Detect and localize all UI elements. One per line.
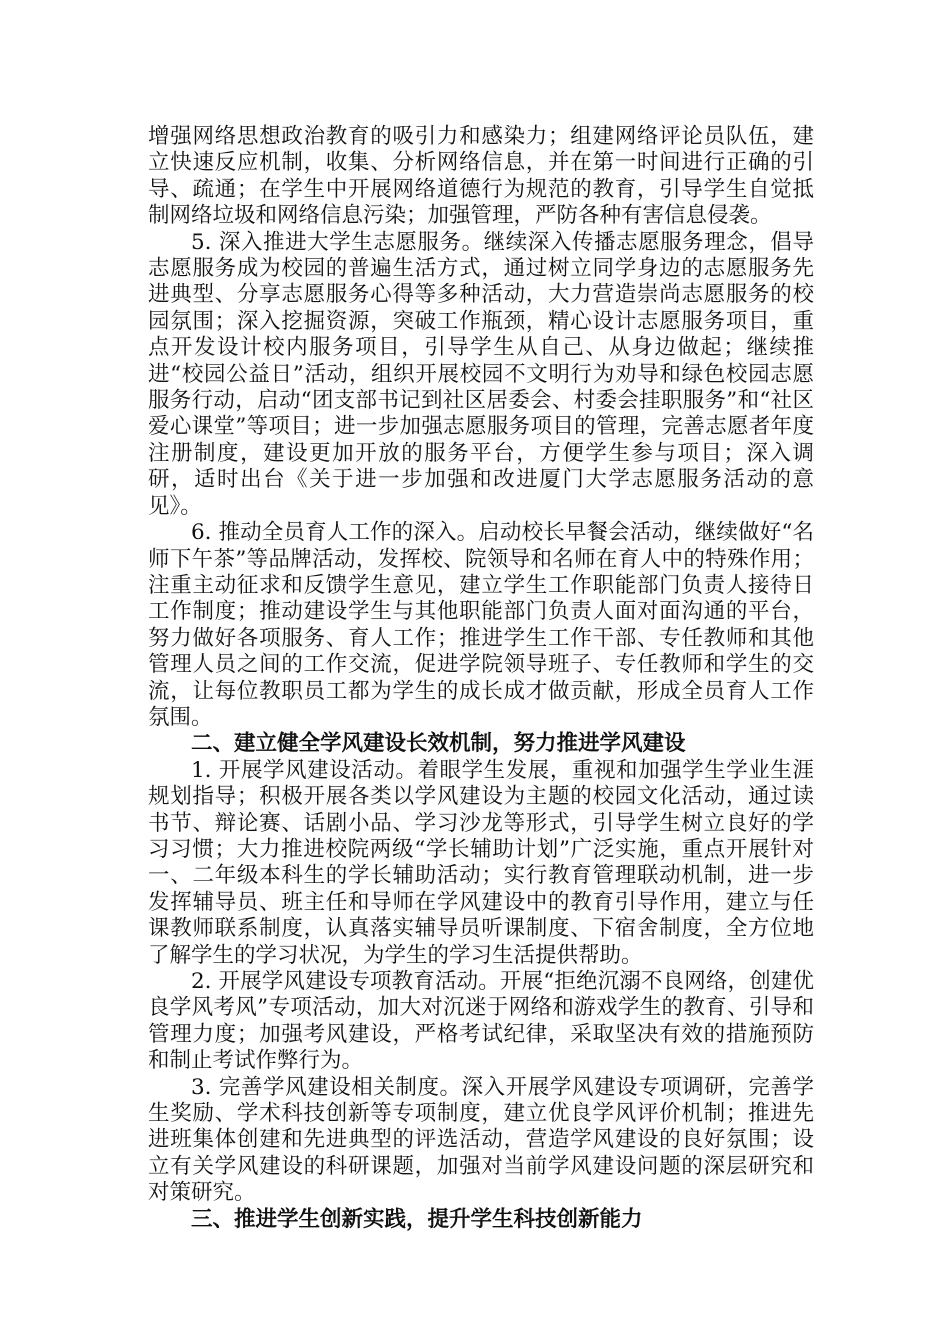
- paragraph-system-improvement: 3. 完善学风建设相关制度。深入开展学风建设专项调研，完善学生奖励、学术科技创新等专项制度，建立优良学风评价机制；推进先进班集体创建和先进典型的评选活动，营造学风建设的良好氛围；设立有关学风建设的科研课题，加强对当前学风建设问题的深层研究和对策研究。: [148, 1074, 814, 1206]
- paragraph-all-staff-education: 6. 推动全员育人工作的深入。启动校长早餐会活动，继续做好“名师下午茶”等品牌活动，发挥校、院领导和名师在育人中的特殊作用；注重主动征求和反馈学生意见，建立学生工作职能部门负责人接待日工作制度；推动建设学生与其他职能部门负责人面对面沟通的平台，努力做好各项服务、育人工作；推进学生工作干部、专任教师和其他管理人员之间的工作交流，促进学院领导班子、专任教师和学生的交流，让每位教职员工都为学生的成长成才做贡献，形成全员育人工作氛围。: [148, 520, 814, 730]
- section-heading-study-style: 二、建立健全学风建设长效机制，努力推进学风建设: [191, 731, 686, 757]
- paragraph-volunteer-service: 5. 深入推进大学生志愿服务。继续深入传播志愿服务理念，倡导志愿服务成为校园的普遍生活方式，通过树立同学身边的志愿服务先进典型、分享志愿服务心得等多种活动，大力营造崇尚志愿服务的校园氛围；深入挖掘资源，突破工作瓶颈，精心设计志愿服务项目，重点开发设计校内服务项目，引导学生从自己、从身边做起；继续推进“校园公益日”活动，组织开展校园不文明行为劝导和绿色校园志愿服务行动，启动“团支部书记到社区居委会、村委会挂职服务”和“社区爱心课堂”等项目；进一步加强志愿服务项目的管理，完善志愿者年度注册制度，建设更加开放的服务平台，方便学生参与项目；深入调研，适时出台《关于进一步加强和改进厦门大学志愿服务活动的意见》。: [148, 229, 814, 519]
- paragraph-network-education-continued: 增强网络思想政治教育的吸引力和感染力；组建网络评论员队伍，建立快速反应机制，收集、分析网络信息，并在第一时间进行正确的引导、疏通；在学生中开展网络道德行为规范的教育，引导学生自觉抵制网络垃圾和网络信息污染；加强管理，严防各种有害信息侵袭。: [148, 124, 814, 229]
- paragraph-study-style-activities: 1. 开展学风建设活动。着眼学生发展，重视和加强学生学业生涯规划指导；积极开展各类以学风建设为主题的校园文化活动，通过读书节、辩论赛、话剧小品、学习沙龙等形式，引导学生树立良好的学习习惯；大力推进校院两级“学长辅助计划”广泛实施，重点开展针对一、二年级本科生的学长辅助活动；实行教育管理联动机制，进一步发挥辅导员、班主任和导师在学风建设中的教育引导作用，建立与任课教师联系制度，认真落实辅导员听课制度、下宿舍制度，全方位地了解学生的学习状况，为学生的学习生活提供帮助。: [148, 757, 814, 968]
- document-page: [148, 124, 814, 1233]
- paragraph-special-education: 2. 开展学风建设专项教育活动。开展“拒绝沉溺不良网络，创建优良学风考风”专项活动，加大对沉迷于网络和游戏学生的教育、引导和管理力度；加强考风建设，严格考试纪律，采取坚决有效的措施预防和制止考试作弊行为。: [148, 969, 814, 1074]
- section-heading-innovation: 三、推进学生创新实践，提升学生科技创新能力: [191, 1206, 643, 1232]
